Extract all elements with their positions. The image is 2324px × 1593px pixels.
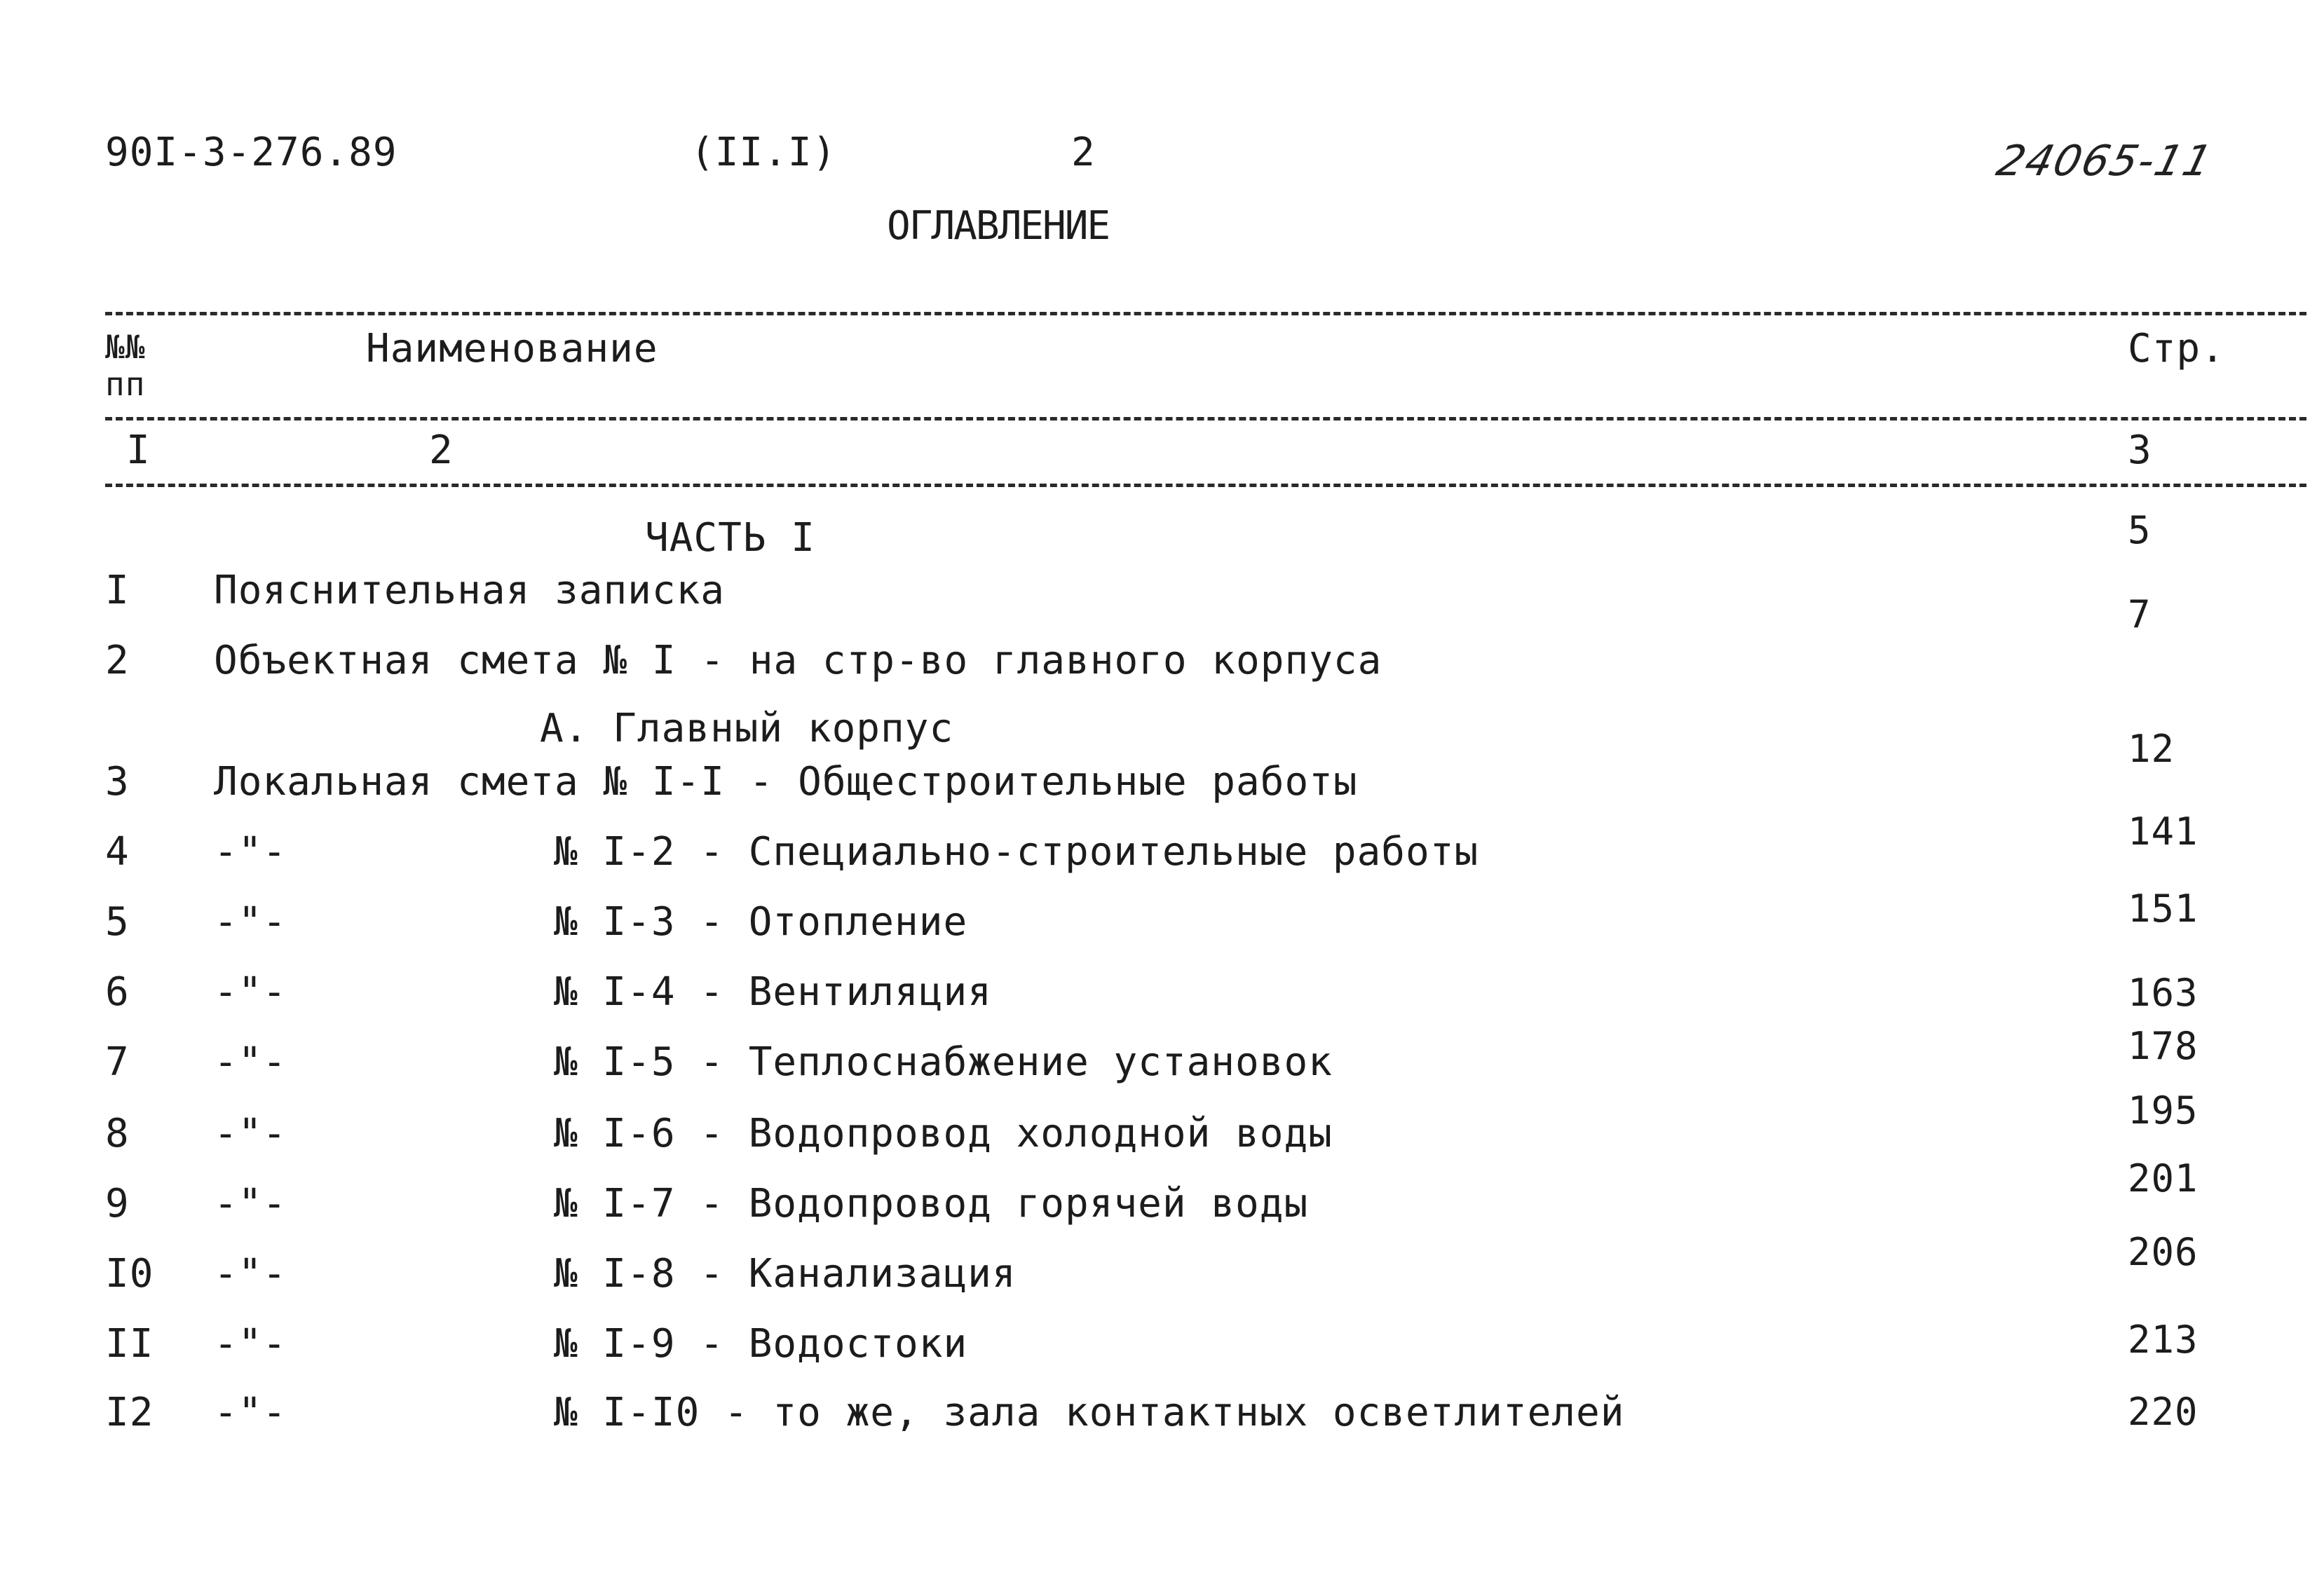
col-page-header: Стр. (2128, 326, 2225, 371)
col-index-num: I (126, 428, 151, 473)
entry-page: 7 (2128, 592, 2152, 636)
document-code: 90I-3-276.89 (105, 130, 397, 175)
entry-ditto: -"- (214, 829, 287, 875)
table-rule-middle (105, 417, 2306, 421)
entry-page: 141 (2128, 809, 2199, 854)
entry-num: 5 (105, 899, 130, 945)
entry-ditto: -"- (214, 899, 287, 945)
entry-text: № I-7 - Водопровод горячей воды (554, 1181, 1309, 1226)
volume-number: (II.I) (691, 130, 837, 175)
entry-text: № I-9 - Водостоки (554, 1321, 968, 1367)
entry-page: 201 (2128, 1156, 2199, 1201)
entry-num: I2 (105, 1390, 154, 1435)
entry-text: № I-5 - Теплоснабжение установок (554, 1039, 1333, 1085)
entry-ditto: -"- (214, 1111, 287, 1156)
col-name-header: Наименование (366, 326, 658, 371)
col-num-header-line1: №№ (105, 328, 146, 366)
archive-number: 24065-11 (1992, 137, 2218, 186)
entry-text: Объектная смета № I - на стр-во главного корпуса (214, 638, 1382, 683)
entry-page: 163 (2128, 971, 2199, 1015)
page-title: ОГЛАВЛЕНИЕ (887, 203, 1110, 249)
col-index-page: 3 (2128, 428, 2152, 473)
part-page: 5 (2128, 508, 2152, 552)
entry-ditto: -"- (214, 1251, 287, 1297)
part-label: ЧАСТЬ I (645, 515, 816, 561)
table-rule-top (105, 312, 2306, 315)
entry-page: 178 (2128, 1024, 2199, 1068)
entry-text: № I-4 - Вентиляция (554, 969, 992, 1015)
entry-num: 7 (105, 1039, 130, 1085)
entry-text: № I-8 - Канализация (554, 1251, 1017, 1297)
entry-text: Пояснительная записка (214, 568, 726, 613)
entry-num: 3 (105, 759, 130, 805)
entry-ditto: -"- (214, 1390, 287, 1435)
entry-text: № I-6 - Водопровод холодной воды (554, 1111, 1333, 1156)
entry-num: 4 (105, 829, 130, 875)
entry-page: 206 (2128, 1230, 2199, 1274)
entry-text: № I-3 - Отопление (554, 899, 968, 945)
entry-num: II (105, 1321, 154, 1367)
entry-num: I (105, 568, 130, 613)
entry-text: № I-I0 - то же, зала контактных осветлителей (554, 1390, 1625, 1435)
entry-num: 8 (105, 1111, 130, 1156)
entry-num: I0 (105, 1251, 154, 1297)
entry-ditto: -"- (214, 969, 287, 1015)
section-heading: А. Главный корпус (540, 706, 954, 751)
entry-ditto: -"- (214, 1181, 287, 1226)
entry-page: 220 (2128, 1390, 2199, 1434)
entry-ditto: -"- (214, 1321, 287, 1367)
entry-num: 9 (105, 1181, 130, 1226)
table-rule-bottom (105, 484, 2306, 487)
page-number: 2 (1071, 130, 1096, 175)
entry-text: № I-2 - Специально-строительные работы (554, 829, 1479, 875)
entry-page: 213 (2128, 1318, 2199, 1362)
entry-page: 12 (2128, 727, 2175, 771)
entry-num: 6 (105, 969, 130, 1015)
col-index-name: 2 (429, 428, 454, 473)
entry-text: Локальная смета № I-I - Общестроительные работы (214, 759, 1358, 805)
entry-ditto: -"- (214, 1039, 287, 1085)
col-num-header-line2: пп (105, 365, 146, 403)
entry-page: 151 (2128, 887, 2199, 931)
entry-page: 195 (2128, 1088, 2199, 1133)
entry-num: 2 (105, 638, 130, 683)
